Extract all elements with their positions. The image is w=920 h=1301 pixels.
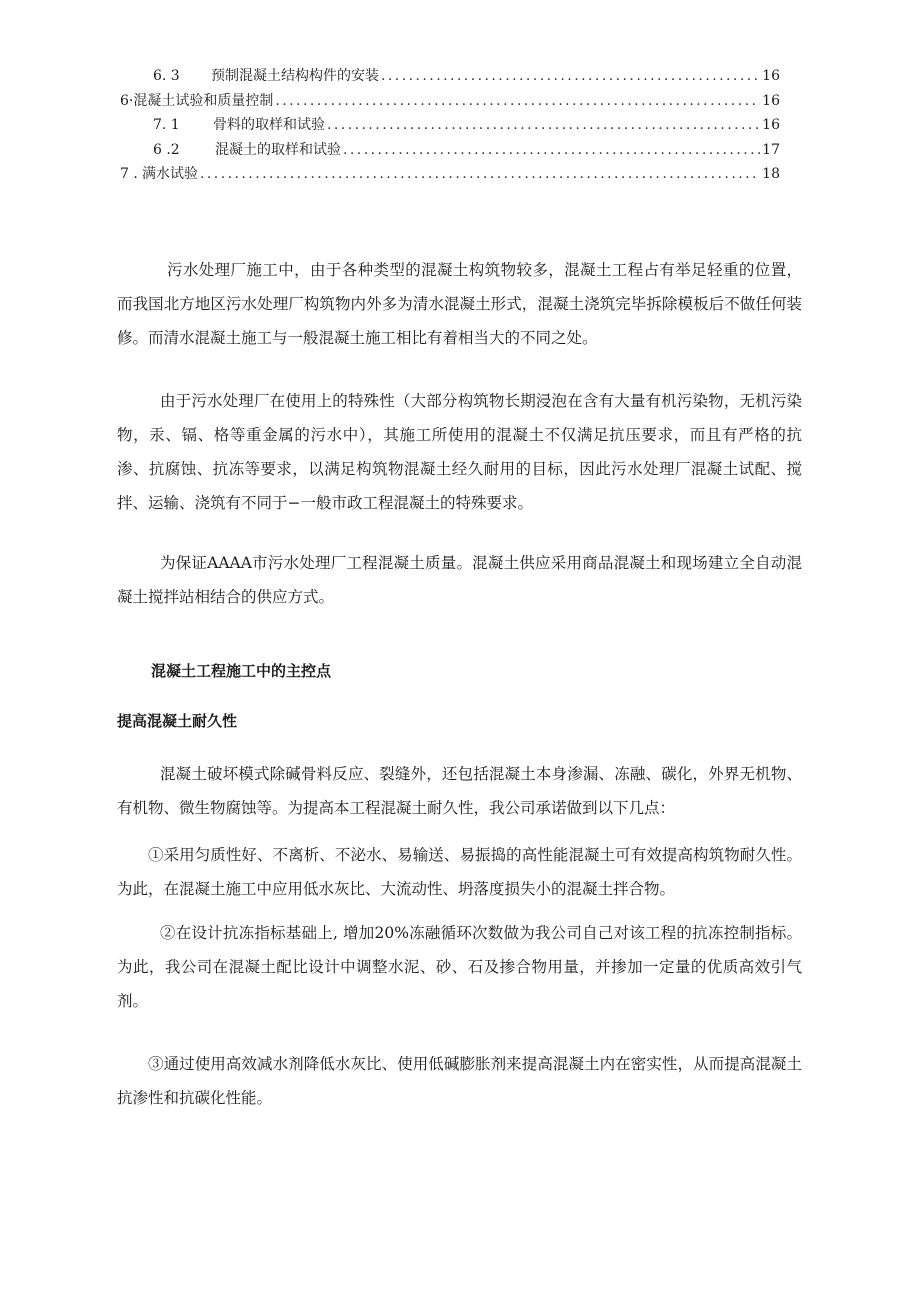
toc-entry-page: 16 [762,92,780,109]
toc-entry[interactable] [120,113,780,138]
toc-leader-dots [343,138,760,163]
toc-entry-number: 6· [120,92,134,109]
toc-entry[interactable] [120,64,780,89]
toc-entry-number: 6. 3 [153,68,180,84]
toc-entry[interactable] [120,138,780,163]
toc-entry-number: 7. 1 [153,117,180,133]
list-paragraph-1: ①采用匀质性好、不离析、不泌水、易输送、易振捣的高性能混凝土可有效提高构筑物耐久性。为此，在混凝土施工中应用低水灰比、大流动性、坍落度损失小的混凝土拌合物。 [117,846,802,898]
list-paragraph-3: ③通过使用高效减水剂降低水灰比、使用低碱膨胀剂来提高混凝土内在密实性，从而提高混凝土抗渗性和抗碳化性能。 [117,1055,802,1107]
toc-entry-title: 混凝土试验和质量控制 [133,92,274,109]
toc-entry-page: 18 [762,166,780,182]
body-paragraph: 由于污水处理厂在使用上的特殊性（大部分构筑物长期浸泡在含有大量有机污染物，无机污染物，汞、镉、格等重金属的污水中），其施工所使用的混凝土不仅满足抗压要求，而且有严格的抗渗、抗腐蚀、抗冻等要求，以满足构筑物混凝土经久耐用的目标，因此污水处理厂混凝土试配、搅拌、运输、浇筑有不同于−一般市政工程混凝土的特殊要求。 [117,392,802,512]
toc-entry-title: 满水试验 [142,166,198,182]
toc-entry-title: 骨料的取样和试验 [213,117,325,133]
toc-entry[interactable] [120,162,780,187]
toc-entry-number: 7 . [120,166,138,182]
section-heading: 混凝土工程施工中的主控点 [151,662,332,680]
body-paragraph: 混凝土破坏模式除碱骨料反应、裂缝外，还包括混凝土本身渗漏、冻融、碳化，外界无机物、有机物、微生物腐蚀等。为提高本工程混凝土耐久性，我公司承诺做到以下几点： [117,765,802,817]
toc-entry-page: 17 [762,141,780,158]
toc-entry-number: 6 .2 [153,141,180,158]
subsection-heading: 提高混凝土耐久性 [117,712,238,730]
toc-leader-dots [381,64,760,89]
toc-entry-title: 混凝土的取样和试验 [215,141,341,158]
toc-leader-dots [327,113,760,138]
toc-entry-page: 16 [762,117,780,133]
toc-entry-title: 预制混凝土结构构件的安装 [211,68,379,84]
toc-entry-page: 16 [762,68,780,84]
toc-leader-dots [275,89,760,114]
body-paragraph: 为保证AAAA市污水处理厂工程混凝土质量。混凝土供应采用商品混凝土和现场建立全自动混凝土搅拌站相结合的供应方式。 [117,554,802,606]
toc-leader-dots [200,162,760,187]
table-of-contents [120,64,780,187]
body-paragraph: 污水处理厂施工中，由于各种类型的混凝土构筑物较多，混凝土工程占有举足轻重的位置，而我国北方地区污水处理厂构筑物内外多为清水混凝土形式，混凝土浇筑完毕拆除模板后不做任何装修。而清水混凝土施工与一般混凝土施工相比有着相当大的不同之处。 [117,261,802,347]
toc-entry[interactable] [120,89,780,114]
list-paragraph-2: ②在设计抗冻指标基础上, 增加20%冻融循环次数做为我公司自己对该工程的抗冻控制指标。为此，我公司在混凝土配比设计中调整水泥、砂、石及掺合物用量，并掺加一定量的优质高效引气剂。 [117,924,802,1010]
